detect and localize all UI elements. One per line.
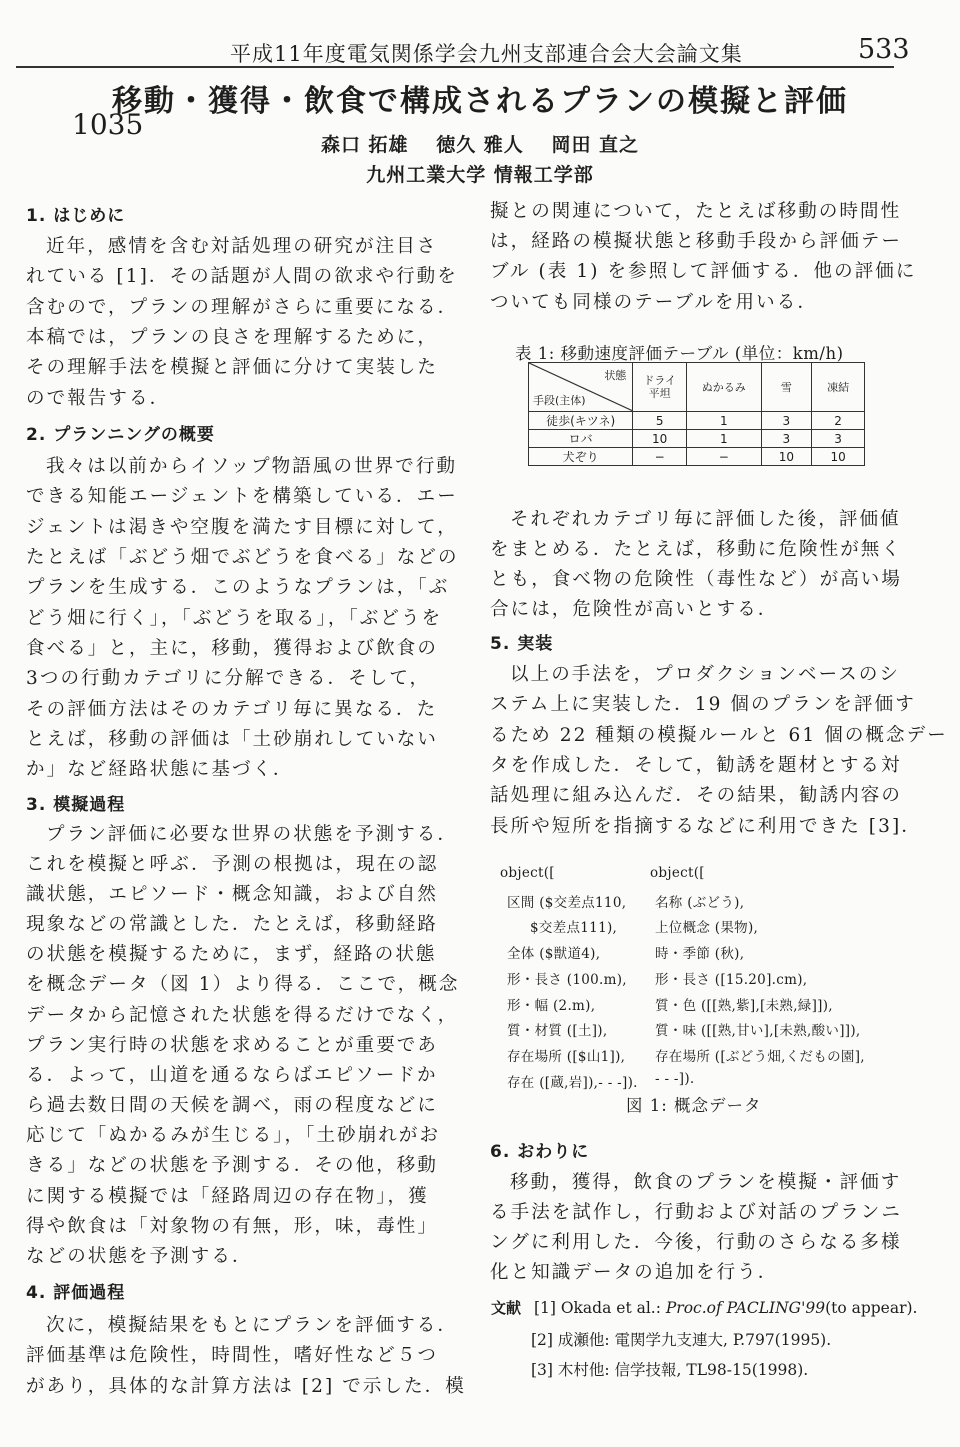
row-label: 徒歩(キツネ)	[529, 412, 633, 430]
text-line: とも，食べ物の危険性（毒性など）が高い場	[490, 569, 903, 590]
column-header: 凍結	[812, 363, 865, 412]
text-line: 識状態，エピソード・概念知識，および自然	[26, 884, 439, 905]
text-line: に関する模擬では「経路周辺の存在物」，獲	[26, 1186, 429, 1207]
text-line: それぞれカテゴリ毎に評価した後，評価値	[510, 509, 901, 530]
table-cell: 1	[687, 430, 762, 448]
figure-code-line: 存在場所 ([$山1]),	[507, 1049, 626, 1065]
text-line: 擬との関連について，たとえば移動の時間性	[490, 201, 902, 222]
text-line: ら過去数日間の天候を調べ，雨の程度などに	[26, 1095, 439, 1116]
figure-code-line: 質・色 ([[熟,紫],[未熟,緑]]),	[655, 998, 833, 1014]
text-line: その理解手法を模擬と評価に分けて実装した	[26, 357, 439, 378]
text-line: 含むので，プランの理解がさらに重要になる．	[26, 297, 459, 318]
paper-title: 移動・獲得・飲食で構成されるプランの模擬と評価	[112, 84, 848, 119]
corner-top-label: 状態	[604, 369, 627, 382]
text-line: は，経路の模擬状態と移動手段から評価テー	[490, 231, 903, 252]
reference-text: [1] Okada et al.:	[533, 1299, 666, 1317]
text-line: どう畑に行く」，「ぶどうを取る」，「ぶどうを	[26, 608, 443, 629]
reference-item: [3] 木村他: 信学技報, TL98-15(1998).	[531, 1361, 809, 1379]
authors	[0, 130, 960, 157]
text-line: 応じて「ぬかるみが生じる」，「土砂崩れがお	[26, 1125, 441, 1146]
table-cell: 1	[687, 412, 762, 430]
text-line: 得や飲食は「対象物の有無，形，味，毒性」	[26, 1216, 439, 1237]
figure-code-line: object([	[500, 865, 555, 881]
table-row	[529, 412, 865, 430]
text-line: ブル (表 1) を参照して評価する．他の評価に	[490, 261, 917, 282]
figure-code-line: 存在 ([蔵,岩]),- - -]).	[507, 1075, 638, 1091]
row-label: ロバ	[529, 430, 633, 448]
text-line: 化と知識データの追加を行う．	[490, 1262, 779, 1283]
text-line: の状態を模擬するために，まず，経路の状態	[26, 944, 437, 965]
affiliation: 九州工業大学 情報工学部	[366, 164, 594, 186]
corner-bottom-label: 手段(主体)	[533, 394, 586, 407]
table-row	[529, 430, 865, 448]
figure-code-line: 質・材質 ([土]),	[507, 1023, 608, 1039]
text-line: 長所や短所を指摘するなどに利用できた [3]．	[490, 816, 922, 837]
table-cell: 2	[812, 412, 865, 430]
section-heading: 2. プランニングの概要	[26, 425, 215, 445]
text-line: これを模擬と呼ぶ．予測の根拠は，現在の認	[26, 854, 439, 875]
page-number: 533	[858, 34, 910, 65]
section-heading: 5. 実装	[490, 634, 554, 654]
author-2: 徳久 雅人	[436, 134, 524, 156]
text-line: があり，具体的な計算方法は [2] で示した．模	[26, 1376, 466, 1397]
table-cell: 3	[812, 430, 865, 448]
column-header: ぬかるみ	[687, 363, 762, 412]
header-rule	[16, 66, 894, 68]
figure-caption: 図 1: 概念データ	[626, 1096, 762, 1115]
figure-code-line: object([	[650, 865, 705, 881]
reference-text: (to appear).	[825, 1299, 918, 1317]
table-cell: −	[633, 448, 687, 466]
text-line: を概念データ（図 1）より得る．ここで，概念	[26, 974, 460, 995]
text-line: などの状態を予測する．	[26, 1246, 253, 1267]
text-line: プラン評価に必要な世界の状態を予測する．	[46, 824, 459, 845]
row-label: 犬ぞり	[529, 448, 633, 466]
reference-item	[491, 1297, 917, 1318]
text-line: 以上の手法を，プロダクションベースのシ	[510, 664, 901, 685]
text-line: とえば，移動の評価は「土砂崩れしていない	[26, 729, 439, 750]
text-line: か」など経路状態に基づく．	[26, 759, 294, 780]
text-line: 合には，危険性が高いとする．	[490, 599, 779, 620]
table-header-row	[529, 363, 865, 412]
text-line: ついても同様のテーブルを用いる．	[490, 292, 818, 313]
figure-code-line: 質・味 ([[熟,甘い],[未熟,酸い]]),	[655, 1023, 861, 1039]
table-row	[529, 448, 865, 466]
figure-code-line: 区間 ($交差点110,	[507, 895, 627, 911]
figure-code-line: 形・長さ (100.m),	[507, 972, 627, 988]
figure-code-line: - - -]).	[655, 1071, 695, 1087]
text-line: 3つの行動カテゴリに分解できる．そして，	[26, 668, 431, 689]
figure-code-line: 形・長さ ([15.20].cm),	[655, 972, 808, 988]
text-line: ステム上に実装した．19 個のプランを評価す	[490, 694, 916, 715]
section-heading: 3. 模擬過程	[26, 795, 126, 815]
column-header: 雪	[761, 363, 812, 412]
table-cell: 3	[761, 412, 812, 430]
author-1: 森口 拓雄	[320, 134, 409, 156]
table-cell: 10	[812, 448, 865, 466]
text-line: ングに利用した．今後，行動のさらなる多様	[490, 1232, 902, 1253]
section-heading: 1. はじめに	[26, 206, 126, 226]
figure-code-line: 名称 (ぶどう),	[655, 895, 745, 911]
figure-code-line: 時・季節 (秋),	[655, 946, 745, 962]
figure-code-line: 形・幅 (2.m),	[507, 998, 596, 1014]
text-line: プランを生成する．このようなプランは，「ぶ	[26, 577, 450, 598]
text-line: をまとめる．たとえば，移動に危険性が無く	[490, 539, 903, 560]
figure-code-line: 上位概念 (果物),	[655, 920, 759, 936]
text-line: できる知能エージェントを構築している．エー	[26, 486, 458, 507]
text-line: 評価基準は危険性，時間性，嗜好性など５つ	[26, 1345, 439, 1366]
text-line: る手法を試作し，行動および対話のプランニ	[490, 1202, 903, 1223]
reference-item: [2] 成瀬他: 電関学九支連大, P.797(1995).	[531, 1331, 832, 1349]
text-line: 移動，獲得，飲食のプランを模擬・評価す	[510, 1172, 902, 1193]
author-3: 岡田 直之	[551, 134, 640, 156]
section-heading: 6. おわりに	[490, 1142, 590, 1162]
text-line: れている [1]．その話題が人間の欲求や行動を	[26, 266, 458, 287]
column-header: ドライ 平坦	[633, 363, 687, 412]
table-cell: 3	[761, 430, 812, 448]
table-corner-cell	[529, 363, 633, 412]
text-line: 本稿では，プランの良さを理解するために，	[26, 327, 439, 348]
text-line: タを作成した．そして，勧誘を題材とする対	[490, 755, 902, 776]
table-cell: 10	[761, 448, 812, 466]
text-line: 話処理に組み込んだ．その結果，勧誘内容の	[490, 785, 903, 806]
text-line: 近年，感情を含む対話処理の研究が注目さ	[46, 236, 438, 257]
text-line: 食べる」と，主に，移動，獲得および飲食の	[26, 638, 439, 659]
text-line: る．よって，山道を通るならばエピソードか	[26, 1065, 438, 1086]
text-line: 次に，模擬結果をもとにプランを評価する．	[46, 1315, 459, 1336]
table-cell: 10	[633, 430, 687, 448]
text-line: その評価方法はそのカテゴリ毎に異なる．た	[26, 699, 438, 720]
figure-code-line: $交差点111),	[530, 920, 618, 936]
section-heading: 4. 評価過程	[26, 1283, 126, 1303]
text-line: プラン実行時の状態を求めることが重要であ	[26, 1035, 439, 1056]
figure-code-line: 存在場所 ([ぶどう畑,くだもの園],	[655, 1049, 865, 1065]
text-line: たとえば「ぶどう畑でぶどうを食べる」などの	[26, 547, 459, 568]
text-line: ので報告する．	[26, 388, 171, 409]
text-line: 我々は以前からイソップ物語風の世界で行動	[46, 456, 458, 477]
references-label: 文献	[491, 1299, 522, 1317]
table-cell: −	[687, 448, 762, 466]
table-cell: 5	[633, 412, 687, 430]
paper-id: 1035	[72, 108, 144, 141]
text-line: ジェントは渇きや空腹を満たす目標に対して，	[26, 517, 458, 538]
text-line: 現象などの常識とした．たとえば，移動経路	[26, 914, 439, 935]
text-line: るため 22 種類の模擬ルールと 61 個の概念デー	[490, 725, 948, 746]
text-line: きる」などの状態を予測する．その他，移動	[26, 1155, 439, 1176]
text-line: データから記憶された状態を得るだけでなく，	[26, 1005, 459, 1026]
table-caption: 表 1: 移動速度評価テーブル (単位：km/h)	[515, 344, 844, 363]
figure-code-line: 全体 ($獣道4),	[507, 946, 601, 962]
speed-evaluation-table	[528, 362, 865, 466]
reference-venue: Proc.of PACLING'99	[665, 1299, 826, 1317]
running-header: 平成11年度電気関係学会九州支部連合会大会論文集	[230, 42, 743, 66]
